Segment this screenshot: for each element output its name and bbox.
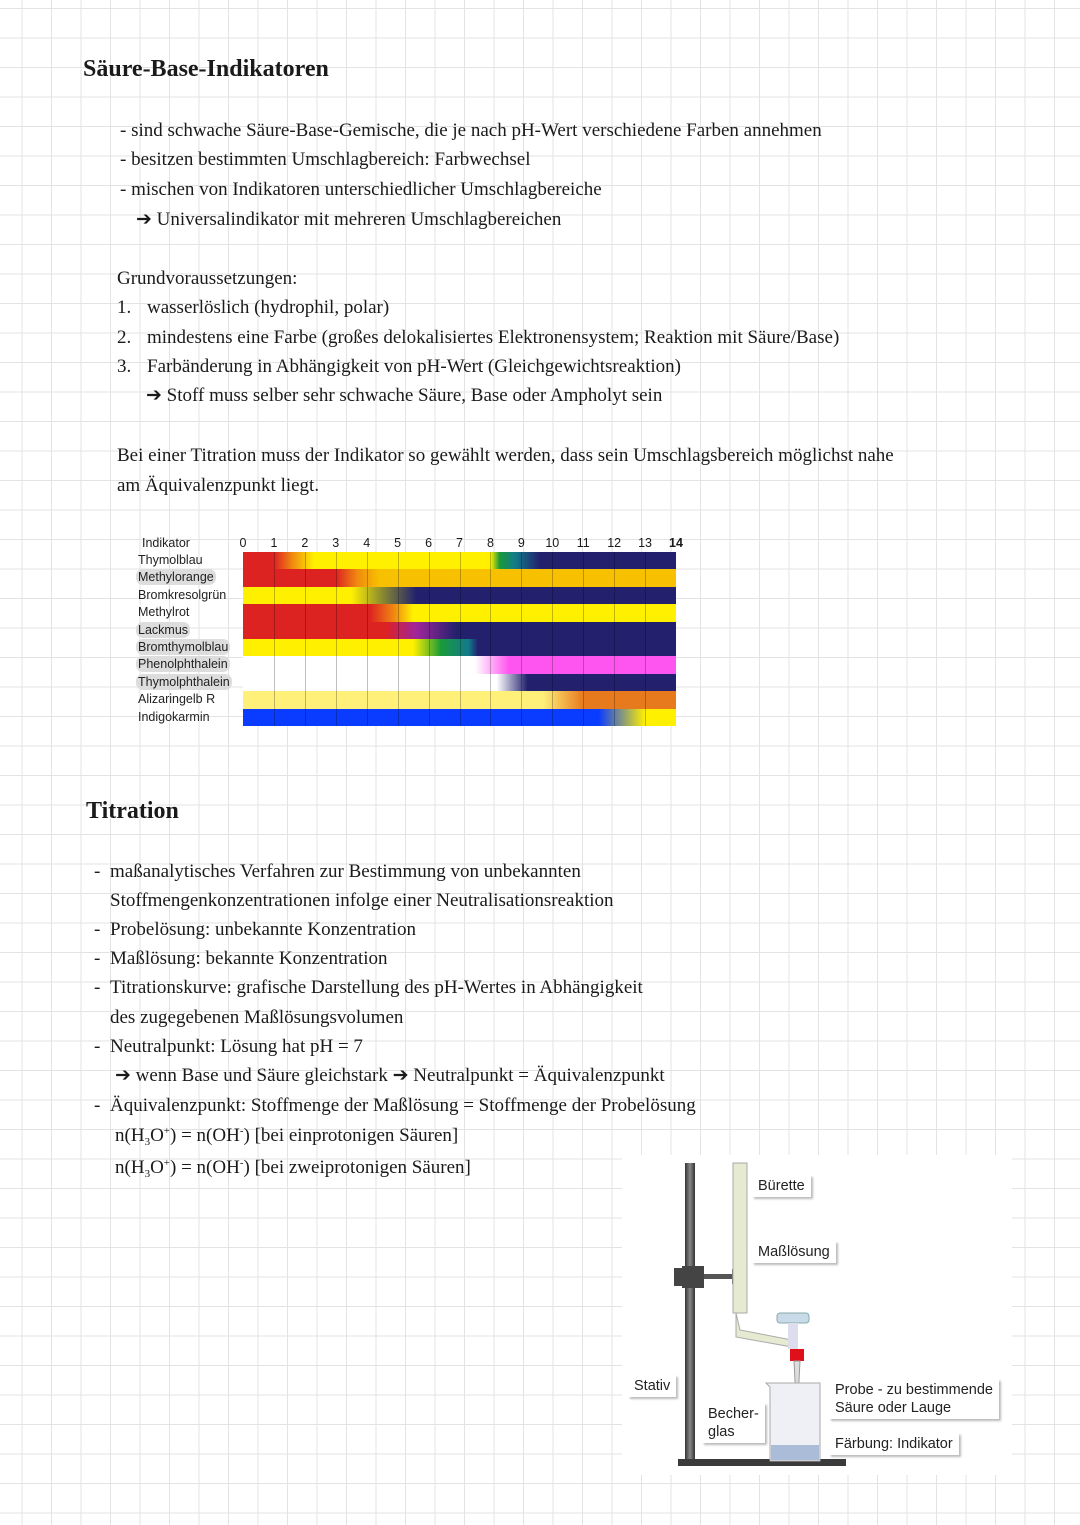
- x-tick-label: 8: [486, 536, 494, 550]
- bullet: - besitzen bestimmten Umschlagbereich: Farbwechsel: [120, 149, 531, 170]
- x-tick-label: 2: [301, 536, 309, 550]
- grid-line: [460, 552, 461, 726]
- formula-part: ): [243, 1157, 250, 1178]
- x-tick-label: 7: [456, 536, 463, 550]
- dash: -: [94, 919, 101, 940]
- titration-line: [94, 919, 416, 941]
- indicator-name: Bromthymolblau: [138, 640, 229, 654]
- titration-line: [94, 948, 388, 970]
- stopcock-stem: [788, 1323, 798, 1349]
- titration-note: am Äquivalenzpunkt liegt.: [117, 475, 320, 496]
- x-tick-label: 13: [638, 536, 653, 550]
- dash: -: [94, 861, 101, 882]
- prereq-item: [117, 297, 389, 319]
- stopcock: [777, 1313, 809, 1323]
- x-tick-label: 5: [394, 536, 402, 550]
- indicator-name: Indigokarmin: [138, 709, 210, 724]
- label-text: Becher-: [708, 1406, 759, 1422]
- grid-line: [429, 552, 430, 726]
- formula-text: [bei einprotonigen Säuren]: [249, 1125, 459, 1146]
- x-tick-label: 3: [332, 536, 340, 550]
- formula-part: O: [150, 1125, 164, 1146]
- line-text: ➔ wenn Base und Säure gleichstark ➔ Neutralpunkt = Äquivalenzpunkt: [115, 1065, 665, 1086]
- grid-line: [521, 552, 522, 726]
- titration-line: [94, 861, 581, 883]
- grid-line: [583, 552, 584, 726]
- label-stativ: Stativ: [628, 1375, 676, 1397]
- titration-apparatus: [622, 1155, 1012, 1475]
- line-text: Äquivalenzpunkt: Stoffmenge der Maßlösung = Stoffmenge der Probelösung: [110, 1095, 696, 1116]
- label-text: Probe - zu bestimmende: [835, 1382, 993, 1398]
- label-text: Säure oder Lauge: [835, 1400, 952, 1416]
- grid-line: [305, 552, 306, 726]
- clamp-block: [682, 1266, 704, 1288]
- formula-part: -: [239, 1157, 244, 1169]
- line-text: Stoffmengenkonzentrationen infolge einer Neutralisationsreaktion: [110, 890, 614, 911]
- indicator-name: Phenolphthalein: [138, 657, 228, 672]
- titration-note: Bei einer Titration muss der Indikator so gewählt werden, dass sein Umschlagsbereich möglichst nahe: [117, 445, 894, 466]
- prereq-num: 2.: [117, 327, 132, 348]
- dash: -: [94, 1095, 101, 1116]
- burette-tube: [733, 1163, 747, 1313]
- label-massloesung: Maßlösung: [752, 1241, 836, 1263]
- label-faerbung: Färbung: Indikator: [829, 1433, 959, 1455]
- titration-line: [94, 1095, 696, 1117]
- red-connector: [790, 1349, 804, 1361]
- bullet: - sind schwache Säure-Base-Gemische, die je nach pH-Wert verschiedene Farben annehmen: [120, 120, 822, 141]
- titration-line: [94, 890, 614, 912]
- formula-part: 3: [144, 1136, 151, 1148]
- formula-part: 3: [144, 1168, 151, 1180]
- bullet-arrow: ➔ Universalindikator mit mehreren Umschlagbereichen: [136, 209, 562, 230]
- indicator-name: Lackmus: [138, 622, 189, 637]
- formula-part: +: [163, 1157, 171, 1169]
- line-text: Neutralpunkt: Lösung hat pH = 7: [110, 1036, 363, 1057]
- formula-part: n(H: [115, 1125, 145, 1146]
- clamp-arm: [704, 1274, 734, 1279]
- bullet: - mischen von Indikatoren unterschiedlicher Umschlagbereiche: [120, 179, 602, 200]
- prereq-text: Farbänderung in Abhängigkeit von pH-Wert (Gleichgewichtsreaktion): [147, 356, 682, 377]
- dash: -: [94, 1036, 101, 1057]
- grid-line: [367, 552, 368, 726]
- grid-line: [614, 552, 615, 726]
- indicator-name: Thymolphthalein: [138, 674, 230, 689]
- label-probe: [829, 1379, 999, 1419]
- x-tick-label: 10: [545, 536, 560, 550]
- formula-part: ) = n(OH: [170, 1125, 240, 1146]
- titration-line: [94, 1036, 363, 1058]
- titration-line: [94, 977, 643, 999]
- x-tick-label: 6: [425, 536, 433, 550]
- x-tick-label: 12: [607, 536, 622, 550]
- indicator-name: Bromkresolgrün: [138, 587, 227, 602]
- formula: [115, 1125, 458, 1147]
- indicator-name: Methylorange: [138, 570, 214, 585]
- dash: -: [94, 948, 101, 969]
- indicator-name: Thymolblau: [138, 553, 203, 567]
- label-text: glas: [708, 1424, 735, 1440]
- line-text: Titrationskurve: grafische Darstellung des pH-Wertes in Abhängigkeit: [110, 977, 643, 998]
- formula-part: ) = n(OH: [170, 1157, 240, 1178]
- grid-line: [490, 552, 491, 726]
- x-tick-label: 9: [517, 536, 525, 550]
- prereq-heading: Grundvoraussetzungen:: [117, 268, 298, 289]
- x-tick-label: 14: [669, 536, 683, 550]
- formula-part: ): [243, 1125, 250, 1146]
- grid-line: [274, 552, 275, 726]
- chart-header-label: Indikator: [142, 536, 190, 550]
- indicator-name: Alizaringelb R: [138, 692, 216, 707]
- prereq-num: 3.: [117, 356, 132, 377]
- section-title-indicators: Säure-Base-Indikatoren: [83, 56, 329, 82]
- prereq-item: [117, 356, 681, 378]
- section-title-titration: Titration: [86, 798, 179, 824]
- formula-part: +: [163, 1125, 171, 1137]
- prereq-text: mindestens eine Farbe (großes delokalisiertes Elektronensystem; Reaktion mit Säure/Base): [147, 327, 840, 348]
- x-tick-label: 0: [239, 536, 247, 550]
- line-text: des zugegebenen Maßlösungsvolumen: [110, 1007, 404, 1028]
- grid-line: [398, 552, 399, 726]
- formula-part: -: [239, 1125, 244, 1137]
- line-text: Maßlösung: bekannte Konzentration: [110, 948, 388, 969]
- x-tick-label: 11: [576, 536, 590, 550]
- label-becherglas: [702, 1403, 765, 1443]
- line-text: Probelösung: unbekannte Konzentration: [110, 919, 417, 940]
- stand-base: [678, 1459, 846, 1466]
- label-buerette: Bürette: [752, 1175, 811, 1197]
- grid-line: [645, 552, 646, 726]
- x-tick-label: 4: [363, 536, 371, 550]
- dash: -: [94, 977, 101, 998]
- beaker-liquid: [771, 1445, 819, 1460]
- apparatus-drawing: [622, 1155, 1012, 1475]
- formula-part: O: [150, 1157, 164, 1178]
- grid-line: [552, 552, 553, 726]
- line-text: maßanalytisches Verfahren zur Bestimmung von unbekannten: [110, 861, 581, 882]
- stand-rod: [685, 1163, 695, 1463]
- formula-part: n(H: [115, 1157, 145, 1178]
- formula-text: [bei zweiprotonigen Säuren]: [249, 1157, 471, 1178]
- x-tick-label: 1: [270, 536, 278, 550]
- grid-line: [336, 552, 337, 726]
- prereq-item: [117, 327, 839, 349]
- prereq-num: 1.: [117, 297, 132, 318]
- titration-line: [94, 1007, 403, 1029]
- clamp-knob: [674, 1268, 682, 1286]
- indicator-name: Methylrot: [138, 605, 190, 620]
- titration-line: [94, 1065, 665, 1087]
- prereq-arrow: ➔ Stoff muss selber sehr schwache Säure, Base oder Ampholyt sein: [146, 385, 663, 406]
- prereq-text: wasserlöslich (hydrophil, polar): [147, 297, 390, 318]
- formula: [115, 1157, 471, 1179]
